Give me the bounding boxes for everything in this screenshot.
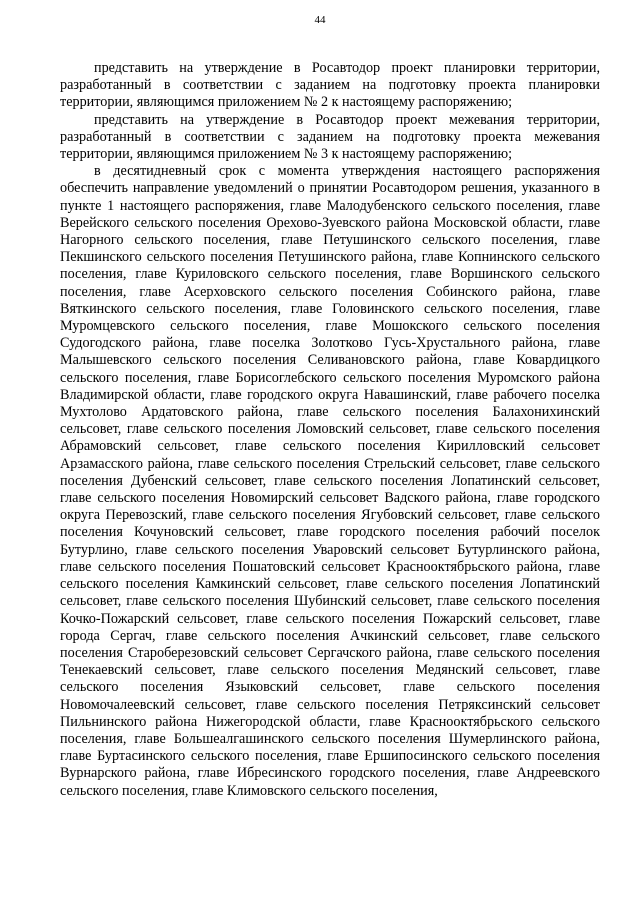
paragraph-notifications: в десятидневный срок с момента утверждения настоящего распоряжения обеспечить направление уведомлений о принятии Росавтодором решения, указанного в пункте 1 настоящего распоряжения, главе Малодубенского сельского поселения, главе Верейского сельского поселения Орехово-Зуевского района Московской области, главе Нагорного сельского поселения, главе Петушинского сельского поселения, главе Пекшинского сельского поселения Петушинского района, главе Копнинского сельского поселения, главе Куриловского сельского поселения, главе Воршинского сельского поселения, главе Асерховского сельского поселения Собинского района, главе Вяткинского сельского поселения, главе Головинского сельского поселения, главе Муромцевского сельского поселения, главе Мошокского сельского поселения Судогодского района, главе поселка Золотково Гусь-Хрустального района, главе Малышевского сельского поселения Селивановского района, главе Ковардицкого сельского поселения, главе Борисоглебского сельского поселения Муромского района Владимирской области, главе городского округа Навашинский, главе рабочего поселка Мухтолово Ардатовского района, главе сельского поселения Балахонихинский сельсовет, главе сельского поселения Ломовский сельсовет, главе сельского поселения Абрамовский сельсовет, главе сельского поселения Кирилловский сельсовет Арзамасского района, главе сельского поселения Стрельский сельсовет, главе сельского поселения Дубенский сельсовет, главе сельского поселения Лопатинский сельсовет, главе сельского поселения Новомирский сельсовет Вадского района, главе городского округа Перевозский, главе сельского поселения Ягубовский сельсовет, главе сельского поселения Кочуновский сельсовет, главе городского поселения рабочий поселок Бутурлино, главе сельского поселения Уваровский сельсовет Бутурлинского района, главе сельского поселения Пошатовский сельсовет Краснооктябрьского района, главе сельского поселения Камкинский сельсовет, главе сельского поселения Лопатинский сельсовет, главе сельского поселения Шубинский сельсовет, главе сельского поселения Кочко-Пожарский сельсовет, главе сельского поселения Пожарский сельсовет, главе города Сергач, главе сельского поселения Ачкинский сельсовет, главе сельского поселения Староберезовский сельсовет Сергачского района, главе сельского поселения Тенекаевский сельсовет, главе сельского поселения Медянский сельсовет, главе сельского поселения Языковский сельсовет, главе сельского поселения Новомочалеевский сельсовет, главе сельского поселения Петряксинский сельсовет Пильнинского района Нижегородской области, главе Краснооктябрьского сельского поселения, главе Большеалгашинского сельского поселения Шумерлинского района, главе Буртасинского сельского поселения, главе Ершипосинского сельского поселения Вурнарского района, главе Ибресинского городского поселения, главе Андреевского сельского поселения, главе Климовского сельского поселения, bbox=[60, 163, 600, 799]
paragraph-surveying-project: представить на утверждение в Росавтодор проект межевания территории, разработанный в соответствии с заданием на подготовку проекта межевания территории, являющимся приложением № 3 к настоящему распоряжению; bbox=[60, 111, 600, 163]
document-body bbox=[60, 60, 600, 800]
page-number: 44 bbox=[314, 14, 326, 26]
paragraph-planning-project: представить на утверждение в Росавтодор проект планировки территории, разработанный в соответствии с заданием на подготовку проекта планировки территории, являющимся приложением № 2 к настоящему распоряжению; bbox=[60, 60, 600, 111]
